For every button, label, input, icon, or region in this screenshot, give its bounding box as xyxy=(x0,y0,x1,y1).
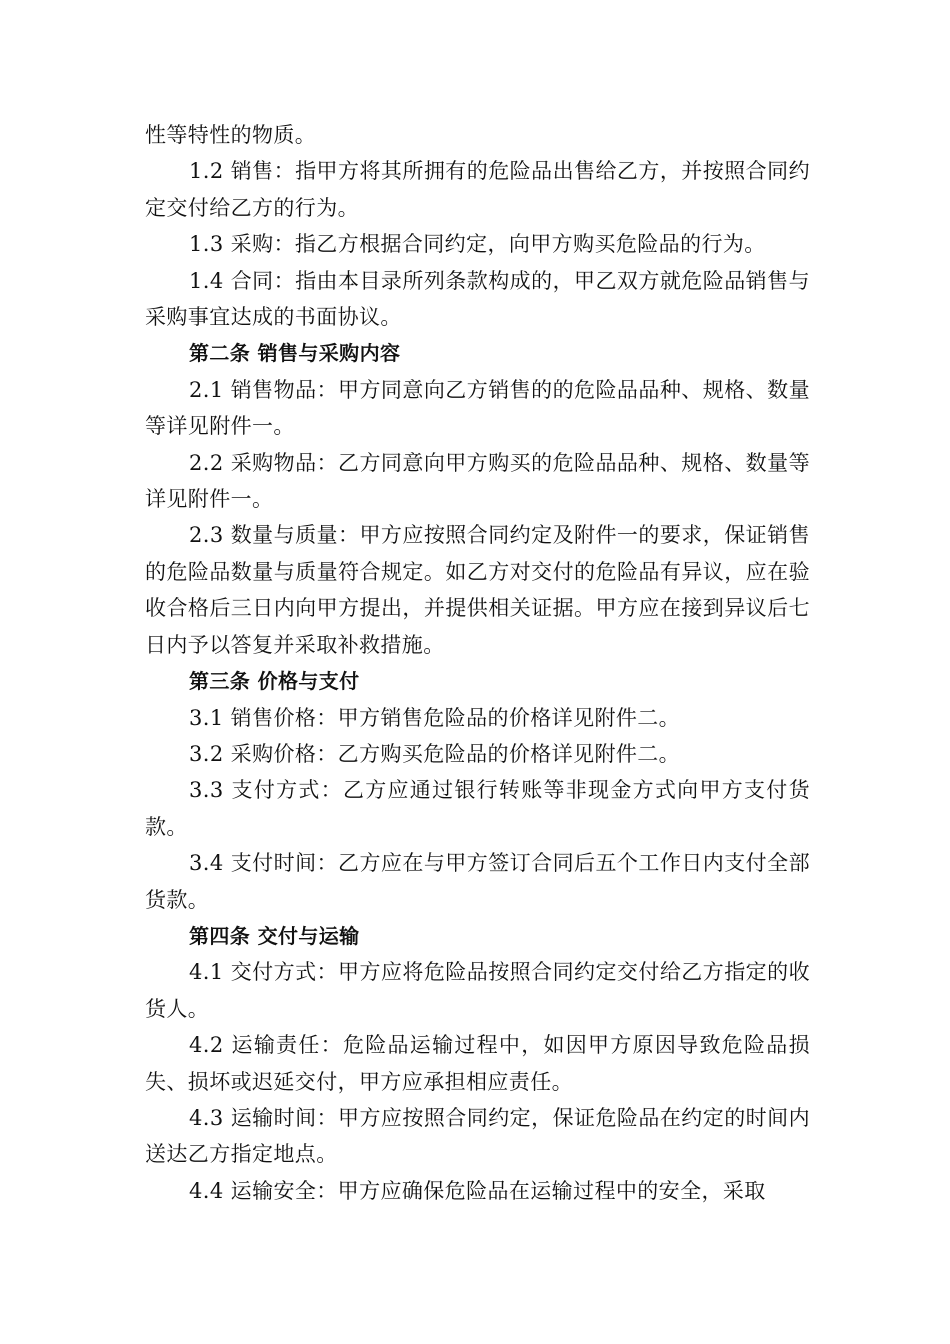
paragraph-definition-continued: 性等特性的物质。 xyxy=(145,123,317,147)
paragraph-2-1-sale-items: 2.1 销售物品：甲方同意向乙方销售的的危险品品种、规格、数量等详见附件一。 xyxy=(145,377,810,439)
paragraph-1-4-contract: 1.4 合同：指由本目录所列条款构成的，甲乙双方就危险品销售与采购事宜达成的书面协议。 xyxy=(145,268,810,330)
paragraph-3-3-payment-method: 3.3 支付方式：乙方应通过银行转账等非现金方式向甲方支付货款。 xyxy=(145,778,810,839)
paragraph-2-3-quantity-quality: 2.3 数量与质量：甲方应按照合同约定及附件一的要求，保证销售的危险品数量与质量符合规定。如乙方对交付的危险品有异议，应在验收合格后三日内向甲方提出，并提供相关证据。甲方应在接到异议后七日内予以答复并采取补救措施。 xyxy=(145,523,810,657)
paragraph-1-2-sale: 1.2 销售：指甲方将其所拥有的危险品出售给乙方，并按照合同约定交付给乙方的行为。 xyxy=(145,159,810,220)
document-body xyxy=(145,117,810,1209)
paragraph-3-1-sale-price: 3.1 销售价格：甲方销售危险品的价格详见附件二。 xyxy=(189,705,681,730)
paragraph-4-2-transport-liability: 4.2 运输责任：危险品运输过程中，如因甲方原因导致危险品损失、损坏或迟延交付，甲方应承担相应责任。 xyxy=(145,1033,810,1094)
heading-article-3: 第三条 价格与支付 xyxy=(189,669,360,694)
paragraph-3-4-payment-time: 3.4 支付时间：乙方应在与甲方签订合同后五个工作日内支付全部货款。 xyxy=(145,851,810,912)
paragraph-4-1-delivery-method: 4.1 交付方式：甲方应将危险品按照合同约定交付给乙方指定的收货人。 xyxy=(145,960,810,1021)
paragraph-2-2-purchase-items: 2.2 采购物品：乙方同意向甲方购买的危险品品种、规格、数量等详见附件一。 xyxy=(145,450,810,512)
paragraph-4-4-transport-safety: 4.4 运输安全：甲方应确保危险品在运输过程中的安全，采取 xyxy=(189,1178,766,1203)
heading-article-2: 第二条 销售与采购内容 xyxy=(189,341,401,366)
paragraph-1-3-purchase: 1.3 采购：指乙方根据合同约定，向甲方购买危险品的行为。 xyxy=(189,232,766,257)
paragraph-3-2-purchase-price: 3.2 采购价格：乙方购买危险品的价格详见附件二。 xyxy=(189,741,681,766)
heading-article-4: 第四条 交付与运输 xyxy=(189,923,360,948)
paragraph-4-3-transport-time: 4.3 运输时间：甲方应按照合同约定，保证危险品在约定的时间内送达乙方指定地点。 xyxy=(145,1105,810,1167)
